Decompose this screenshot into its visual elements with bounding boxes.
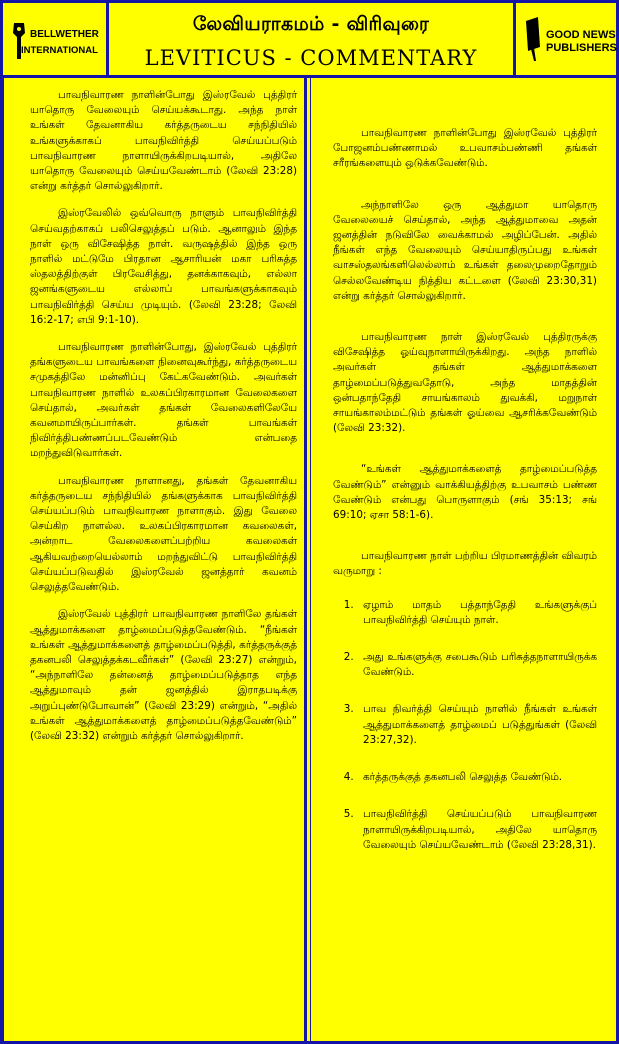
right-inner-rule <box>310 78 311 1041</box>
left-paragraph: பாவநிவாரண நாளானது, தங்கள் தேவனாகிய கர்த்தருடைய சந்நிதியில் தங்களுக்காக பாவநிவிர்த்தி செய்யப்படும் பாவநிவாரண நாளாகும். இது வேலை செய்கிற நாளல்ல. உலகப்பிரகாரமான கவலைகள், அன்றாட வேலைகளைப்பற்றிய கவலைகள் ஆகியவற்றையெல்லாம் மறந்துவிட்டு பாவநிவிர்த்தி செய்யப்படுவதில் இஸ்ரவேல் ஜனத்தார் கவனம் செலுத்தவேண்டும். <box>30 474 297 594</box>
good-news-logo-line1: GOOD NEWS <box>546 29 616 41</box>
law-details-list <box>333 598 597 853</box>
left-paragraph: இஸ்ரவேல் புத்திரர் பாவநிவாரண நாளிலே தங்கள் ஆத்துமாக்களை தாழ்மைப்படுத்தவேண்டும். “நீங்கள் உங்கள் ஆத்துமாக்களைத் தாழ்மைப்படுத்தி, கர்த்தருக்குத் தகனபலி செலுத்தக்கடவீர்கள்” (லேவி 23:27) என்றும், “அந்நாளிலே தன்னைத் தாழ்மைப்படுத்தாத எந்த ஆத்துமாவும் தன் ஜனத்தில் இராதபடிக்கு அறுப்புண்டுபோவான்” (லேவி 23:29) என்றும், “அதில் உங்கள் ஆத்துமாக்களைத் தாழ்மைப்படுத்தவேண்டும்” (லேவி 23:32) என்றும் கர்த்தர் சொல்லுகிறார். <box>30 608 297 742</box>
left-inner-rule <box>3 78 4 1041</box>
right-paragraph: பாவநிவாரண நாள் பற்றிய பிரமாணத்தின் விவரம் வருமாறு : <box>333 550 597 578</box>
good-news-logo <box>513 3 616 75</box>
title-english: LEVITICUS - COMMENTARY <box>144 46 478 70</box>
left-column <box>3 78 307 1041</box>
list-item: 3. பாவ நிவர்த்தி செய்யும் நாளில் நீங்கள் உங்கள் ஆத்துமாக்களைத் தாழ்மைப் படுத்துங்கள் (லேவி 23:27,32). <box>357 702 597 748</box>
left-column-text <box>30 88 297 756</box>
good-news-logo-line2: PUBLISHERS <box>546 42 617 54</box>
left-paragraph: பாவநிவாரண நாளின்போது இஸ்ரவேல் புத்திரர் யாதொரு வேலையும் செய்யக்கூடாது. அந்த நாள் உங்கள் தேவனாகிய கர்த்தருடைய சந்நிதியில் உங்களுக்காகப் பாவநிவிர்த்தி செய்யப்படும் பாவநிவாரண நாளாயிருக்கிறபடியால், அதிலே யாதொரு வேலையும் செய்யவேண்டாம் (லேவி 23:28) என்று கர்த்தர் சொல்லுகிறார். <box>30 89 297 193</box>
book-pen-icon <box>524 17 542 61</box>
title-block <box>109 3 513 75</box>
list-item: 2. அது உங்களுக்கு சபைகூடும் பரிசுத்தநாளாயிருக்க வேண்டும். <box>357 650 597 680</box>
header <box>3 3 616 78</box>
list-item: 1. ஏழாம் மாதம் பத்தாந்தேதி உங்களுக்குப் பாவநிவிர்த்தி செய்யும் நாள். <box>357 598 597 628</box>
right-paragraph: “உங்கள் ஆத்துமாக்களைத் தாழ்மைப்படுத்த வேண்டும்” என்னும் வாக்கியத்திற்கு உபவாசம் பண்ண வேண்டும் என்பது பொருளாகும் (சங் 35:13; சங் 69:10; ஏசா 58:1-6). <box>333 463 597 522</box>
right-paragraph: பாவநிவாரண நாள் இஸ்ரவேல் புத்திரருக்கு விசேஷித்த ஓய்வுநாளாயிருக்கிறது. அந்த நாளில் அவர்கள் தங்கள் ஆத்துமாக்களை தாழ்மைப்படுத்துவதோடு, அந்த மாதத்தின் ஒன்பதாந்தேதி சாயங்காலம் துவக்கி, மறுநாள் சாயங்காலம்மட்டும் தங்கள் ஓய்வை ஆசரிக்கவேண்டும் (லேவி 23:32). <box>333 331 597 435</box>
right-paragraph: பாவநிவாரண நாளின்போது இஸ்ரவேல் புத்திரர் போஜனம்பண்ணாமல் உபவாசம்பண்ணி தங்கள் சரீரங்களையும் ஒடுக்கவேண்டும். <box>333 127 597 170</box>
right-column-text <box>333 126 597 875</box>
bellwether-logo-line2: INTERNATIONAL <box>21 45 98 56</box>
bellwether-logo <box>3 3 109 75</box>
title-tamil: லேவியராகமம் - விரிவுரை <box>192 13 430 35</box>
right-column <box>310 78 616 1041</box>
right-paragraph: அந்நாளிலே ஒரு ஆத்துமா யாதொரு வேலையைச் செய்தால், அந்த ஆத்துமாவை அதன் ஜனத்தின் நடுவிலே வைக்காமல் அழிப்பேன். அதில் நீங்கள் எந்த வேலையும் செய்யாதிருப்பது உங்கள் வாசஸ்தலங்களிலெல்லாம் உங்கள் தலைமுறைதோறும் செல்லவேண்டிய நித்திய கட்டளை (லேவி 23:30,31) என்று கர்த்தர் சொல்லுகிறார். <box>333 198 597 302</box>
left-paragraph: பாவநிவாரண நாளின்போது, இஸ்ரவேல் புத்திரர் தங்களுடைய பாவங்களை நினைவுகூர்ந்து, கர்த்தருடைய சமுகத்திலே மன்னிப்பு கேட்கவேண்டும். அவர்கள் பாவநிவாரண நாளில் உலகப்பிரகாரமான வேலைகளை செய்தால், அவர்கள் தங்கள் வேலைகளிலேயே கவனமாயிருப்பார்கள். தங்கள் பாவங்கள் நிவிர்த்திபண்ணப்படவேண்டும் என்பதை மறந்துவிடுவார்கள். <box>30 341 297 460</box>
left-paragraph: இஸ்ரவேலில் ஒவ்வொரு நாளும் பாவநிவிர்த்தி செய்வதற்காகப் பலிசெலுத்தப் படும். ஆனாலும் இந்த நாள் ஒரு விசேஷித்த நாள். வருஷத்தில் இந்த ஒரு நாளில் மட்டுமே பிரதான ஆசாரியன் மகா பரிசுத்த ஸ்தலத்திற்குள் பிரவேசித்து, தனக்காகவும், எல்லா ஜனங்களுடைய எல்லாப் பாவங்களுக்காகவும் பாவநிவிர்த்தி செய்ய முடியும். (லேவி 23:28; லேவி 16:2-17; எபி 9:1-10). <box>30 207 297 326</box>
list-item: 5. பாவநிவிர்த்தி செய்யப்படும் பாவநிவாரண நாளாயிருக்கிறபடியால், அதிலே யாதொரு வேலையும் செய்யவேண்டாம் (லேவி 23:28,31). <box>357 807 597 853</box>
list-item: 4. கர்த்தருக்குத் தகனபலி செலுத்த வேண்டும். <box>357 770 597 785</box>
bellwether-logo-line1: BELLWETHER <box>30 29 99 40</box>
